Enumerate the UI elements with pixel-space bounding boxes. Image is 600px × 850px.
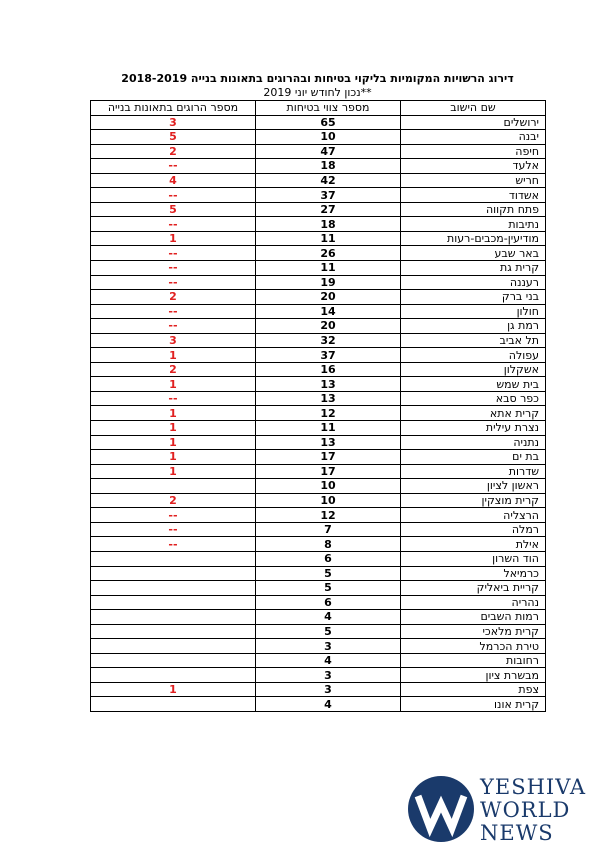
table-row — [91, 202, 546, 217]
orders-cell: 17 — [256, 464, 401, 479]
orders-cell: 16 — [256, 362, 401, 377]
table-row — [91, 377, 546, 392]
deaths-cell: -- — [91, 217, 256, 232]
city-cell: ראשון לציון — [401, 479, 546, 494]
city-cell: בת ים — [401, 450, 546, 465]
city-cell: אילת — [401, 537, 546, 552]
deaths-cell — [91, 624, 256, 639]
city-cell: באר שבע — [401, 246, 546, 261]
deaths-cell: 2 — [91, 290, 256, 305]
city-cell: עפולה — [401, 348, 546, 363]
deaths-cell — [91, 610, 256, 625]
city-cell: ירושלים — [401, 115, 546, 130]
table-row — [91, 537, 546, 552]
city-cell: מודיעין-מכבים-רעות — [401, 231, 546, 246]
orders-cell: 27 — [256, 202, 401, 217]
table-row — [91, 581, 546, 596]
deaths-cell: -- — [91, 246, 256, 261]
table-row — [91, 173, 546, 188]
deaths-cell: -- — [91, 188, 256, 203]
table-row — [91, 231, 546, 246]
orders-cell: 10 — [256, 493, 401, 508]
deaths-cell: 2 — [91, 144, 256, 159]
orders-cell: 65 — [256, 115, 401, 130]
logo-text-line1: YESHIVA — [480, 775, 587, 799]
orders-cell: 14 — [256, 304, 401, 319]
deaths-cell — [91, 551, 256, 566]
table-row — [91, 391, 546, 406]
orders-cell: 19 — [256, 275, 401, 290]
city-cell: חיפה — [401, 144, 546, 159]
orders-cell: 42 — [256, 173, 401, 188]
logo-text-line2: WORLD — [480, 798, 571, 822]
logo-text-line3: NEWS — [480, 821, 554, 845]
orders-cell: 26 — [256, 246, 401, 261]
column-header-city: שם הישוב — [401, 101, 546, 116]
table-row — [91, 450, 546, 465]
table-row — [91, 333, 546, 348]
orders-cell: 37 — [256, 348, 401, 363]
city-cell: אשדוד — [401, 188, 546, 203]
city-cell: פתח תקווה — [401, 202, 546, 217]
city-cell: רמות השבים — [401, 610, 546, 625]
deaths-cell: 1 — [91, 682, 256, 697]
orders-cell: 5 — [256, 566, 401, 581]
orders-cell: 3 — [256, 682, 401, 697]
orders-cell: 20 — [256, 319, 401, 334]
orders-cell: 3 — [256, 639, 401, 654]
table-row — [91, 319, 546, 334]
deaths-cell — [91, 566, 256, 581]
table-row — [91, 406, 546, 421]
deaths-cell: 5 — [91, 202, 256, 217]
deaths-cell: 2 — [91, 362, 256, 377]
table-row — [91, 610, 546, 625]
city-cell: שדרות — [401, 464, 546, 479]
table-row — [91, 668, 546, 683]
city-cell: קריית ביאליק — [401, 581, 546, 596]
orders-cell: 12 — [256, 508, 401, 523]
city-cell: קרית מלאכי — [401, 624, 546, 639]
table-row — [91, 159, 546, 174]
city-cell: אלעד — [401, 159, 546, 174]
logo-w-icon — [406, 774, 476, 844]
deaths-cell: 5 — [91, 130, 256, 145]
deaths-cell: -- — [91, 522, 256, 537]
table-row — [91, 304, 546, 319]
deaths-cell: -- — [91, 159, 256, 174]
city-cell: רמלה — [401, 522, 546, 537]
deaths-cell — [91, 639, 256, 654]
deaths-cell: 1 — [91, 231, 256, 246]
table-row — [91, 653, 546, 668]
table-row — [91, 479, 546, 494]
orders-cell: 4 — [256, 653, 401, 668]
table-header-row — [91, 101, 546, 116]
deaths-cell: -- — [91, 508, 256, 523]
deaths-cell: -- — [91, 319, 256, 334]
orders-cell: 18 — [256, 159, 401, 174]
orders-cell: 32 — [256, 333, 401, 348]
deaths-cell: -- — [91, 304, 256, 319]
deaths-cell: 1 — [91, 435, 256, 450]
orders-cell: 20 — [256, 290, 401, 305]
city-cell: רמת גן — [401, 319, 546, 334]
deaths-cell: 3 — [91, 333, 256, 348]
table-row — [91, 522, 546, 537]
table-row — [91, 362, 546, 377]
deaths-cell: 1 — [91, 464, 256, 479]
city-cell: מבשרת ציון — [401, 668, 546, 683]
deaths-cell: -- — [91, 261, 256, 276]
orders-cell: 6 — [256, 595, 401, 610]
table-row — [91, 261, 546, 276]
table-row — [91, 464, 546, 479]
orders-cell: 17 — [256, 450, 401, 465]
deaths-cell: 1 — [91, 421, 256, 436]
column-header-deaths: מספר הרוגים בתאונות בנייה — [91, 101, 256, 116]
city-cell: בני ברק — [401, 290, 546, 305]
orders-cell: 47 — [256, 144, 401, 159]
orders-cell: 7 — [256, 522, 401, 537]
orders-cell: 4 — [256, 610, 401, 625]
table-row — [91, 566, 546, 581]
deaths-cell: -- — [91, 537, 256, 552]
orders-cell: 13 — [256, 435, 401, 450]
deaths-cell: 1 — [91, 406, 256, 421]
city-cell: רחובות — [401, 653, 546, 668]
orders-cell: 18 — [256, 217, 401, 232]
orders-cell: 6 — [256, 551, 401, 566]
deaths-cell — [91, 668, 256, 683]
city-cell: נצרת עילית — [401, 421, 546, 436]
document-title: דירוג הרשויות המקומיות בליקוי בטיחות ובהרוגים בתאונות בנייה 2018-2019 — [121, 72, 514, 85]
table-row — [91, 697, 546, 712]
table-row — [91, 348, 546, 363]
column-header-orders: מספר צווי בטיחות — [256, 101, 401, 116]
table-row — [91, 217, 546, 232]
deaths-cell: 4 — [91, 173, 256, 188]
deaths-cell — [91, 595, 256, 610]
orders-cell: 12 — [256, 406, 401, 421]
orders-cell: 11 — [256, 231, 401, 246]
city-cell: רעננה — [401, 275, 546, 290]
deaths-cell — [91, 697, 256, 712]
city-cell: נתיבות — [401, 217, 546, 232]
city-cell: צפת — [401, 682, 546, 697]
city-cell: הרצליה — [401, 508, 546, 523]
table-row — [91, 421, 546, 436]
orders-cell: 3 — [256, 668, 401, 683]
city-cell: חריש — [401, 173, 546, 188]
city-cell: הוד השרון — [401, 551, 546, 566]
orders-cell: 5 — [256, 624, 401, 639]
city-cell: אשקלון — [401, 362, 546, 377]
city-cell: בית שמש — [401, 377, 546, 392]
fatalities-table — [90, 100, 546, 712]
table-row — [91, 435, 546, 450]
deaths-cell: 2 — [91, 493, 256, 508]
table-row — [91, 595, 546, 610]
deaths-cell — [91, 581, 256, 596]
city-cell: יבנה — [401, 130, 546, 145]
deaths-cell: -- — [91, 275, 256, 290]
orders-cell: 11 — [256, 421, 401, 436]
orders-cell: 13 — [256, 377, 401, 392]
city-cell: קרית גת — [401, 261, 546, 276]
table-row — [91, 115, 546, 130]
table-row — [91, 493, 546, 508]
city-cell: קרית אונו — [401, 697, 546, 712]
deaths-cell: 1 — [91, 450, 256, 465]
deaths-cell — [91, 479, 256, 494]
table-row — [91, 246, 546, 261]
table-row — [91, 275, 546, 290]
table-row — [91, 682, 546, 697]
city-cell: כפר סבא — [401, 391, 546, 406]
table-row — [91, 624, 546, 639]
deaths-cell: 1 — [91, 377, 256, 392]
orders-cell: 10 — [256, 130, 401, 145]
city-cell: חולון — [401, 304, 546, 319]
table-row — [91, 188, 546, 203]
orders-cell: 8 — [256, 537, 401, 552]
city-cell: נהריה — [401, 595, 546, 610]
deaths-cell: -- — [91, 391, 256, 406]
orders-cell: 37 — [256, 188, 401, 203]
table-row — [91, 130, 546, 145]
orders-cell: 10 — [256, 479, 401, 494]
city-cell: תל אביב — [401, 333, 546, 348]
city-cell: טירת הכרמל — [401, 639, 546, 654]
city-cell: קרית אתא — [401, 406, 546, 421]
table-row — [91, 551, 546, 566]
city-cell: נתניה — [401, 435, 546, 450]
table-row — [91, 290, 546, 305]
table-row — [91, 144, 546, 159]
orders-cell: 5 — [256, 581, 401, 596]
orders-cell: 13 — [256, 391, 401, 406]
yeshiva-world-news-logo — [400, 772, 600, 850]
city-cell: קרית מוצקין — [401, 493, 546, 508]
table-row — [91, 508, 546, 523]
deaths-cell: 3 — [91, 115, 256, 130]
city-cell: כרמיאל — [401, 566, 546, 581]
deaths-cell: 1 — [91, 348, 256, 363]
document-subtitle: **נכון לחודש יוני 2019 — [263, 86, 372, 99]
orders-cell: 11 — [256, 261, 401, 276]
deaths-cell — [91, 653, 256, 668]
orders-cell: 4 — [256, 697, 401, 712]
table-row — [91, 639, 546, 654]
